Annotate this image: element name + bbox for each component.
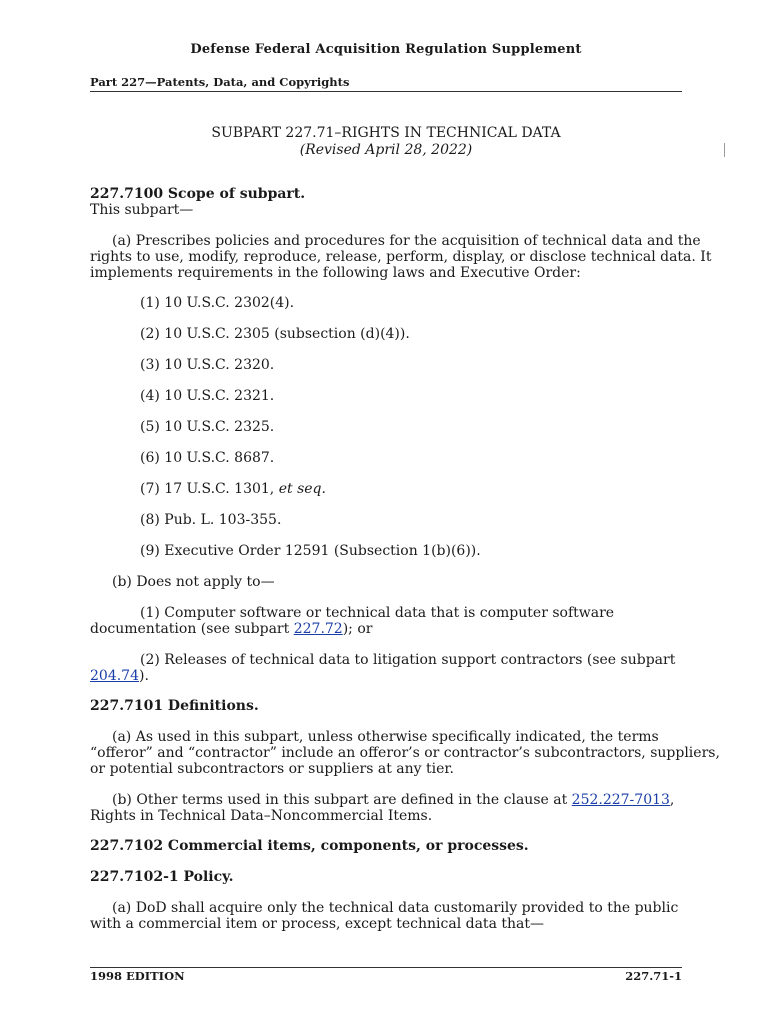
text-span: (b) Other terms used in this subpart are defined in the clause at — [112, 792, 572, 808]
list-item: (9) Executive Order 12591 (Subsection 1(b)(6)). — [140, 543, 481, 559]
section-heading-7102-1: 227.7102-1 Policy. — [90, 869, 234, 885]
section-intro: This subpart— — [90, 202, 194, 218]
text-span: ). — [139, 668, 149, 684]
section-heading-7100: 227.7100 Scope of subpart. — [90, 186, 306, 202]
change-bar — [724, 143, 725, 157]
subpart-revision-date: (Revised April 28, 2022) — [299, 142, 473, 158]
paragraph-a-line: with a commercial item or process, except technical data that— — [90, 916, 544, 932]
paragraph-b2-line — [90, 669, 149, 685]
text-span: documentation (see subpart — [90, 621, 294, 637]
header-divider — [90, 91, 682, 92]
list-item: (3) 10 U.S.C. 2320. — [140, 357, 275, 373]
link-subpart-204-74[interactable]: 204.74 — [90, 668, 139, 684]
list-item: (1) 10 U.S.C. 2302(4). — [140, 295, 295, 311]
section-heading-7102: 227.7102 Commercial items, components, or processes. — [90, 838, 529, 854]
paragraph-b1-line — [90, 622, 372, 638]
paragraph-a-line: “offeror” and “contractor” include an offeror’s or contractor’s subcontractors, suppliers, — [90, 745, 720, 761]
list-item — [140, 482, 326, 498]
paragraph-b1-line: (1) Computer software or technical data that is computer software — [140, 605, 615, 621]
list-item: (5) 10 U.S.C. 2325. — [140, 419, 275, 435]
link-subpart-227-72[interactable]: 227.72 — [293, 621, 343, 637]
paragraph-a-line: implements requirements in the following laws and Executive Order: — [90, 265, 581, 281]
section-heading-7101: 227.7101 Definitions. — [90, 698, 259, 714]
paragraph-a-line: (a) DoD shall acquire only the technical data customarily provided to the public — [112, 900, 679, 916]
running-header-title: Defense Federal Acquisition Regulation Supplement — [190, 42, 582, 57]
footer-edition: 1998 EDITION — [90, 969, 185, 983]
paragraph-a-line: rights to use, modify, reproduce, release, perform, display, or disclose technical data. It — [90, 249, 712, 265]
text-span: , — [669, 792, 675, 808]
paragraph-a-line: (a) Prescribes policies and procedures for the acquisition of technical data and the — [112, 233, 701, 249]
paragraph-b-line: Rights in Technical Data–Noncommercial Items. — [90, 808, 433, 824]
list-item: (2) 10 U.S.C. 2305 (subsection (d)(4)). — [140, 326, 410, 342]
text-span: ); or — [342, 621, 373, 637]
list-item: (4) 10 U.S.C. 2321. — [140, 388, 275, 404]
link-clause-252-227-7013[interactable]: 252.227-7013 — [571, 792, 670, 808]
running-header-part: Part 227—Patents, Data, and Copyrights — [90, 75, 350, 89]
document-page — [90, 0, 720, 1024]
list-item: (6) 10 U.S.C. 8687. — [140, 450, 275, 466]
italic-et-seq: et seq. — [278, 481, 326, 497]
list-item: (8) Pub. L. 103-355. — [140, 512, 282, 528]
paragraph-b-line — [112, 793, 674, 809]
footer-divider — [90, 967, 682, 968]
paragraph-a-line: or potential subcontractors or suppliers at any tier. — [90, 761, 455, 777]
paragraph-b2-line: (2) Releases of technical data to litigation support contractors (see subpart — [140, 652, 676, 668]
paragraph-a-line: (a) As used in this subpart, unless otherwise specifically indicated, the terms — [112, 729, 659, 745]
subpart-title: SUBPART 227.71–RIGHTS IN TECHNICAL DATA — [211, 125, 561, 141]
list-item-text: (7) 17 U.S.C. 1301, — [140, 481, 279, 497]
footer-page-number: 227.71-1 — [625, 969, 682, 983]
paragraph-b: (b) Does not apply to— — [112, 574, 275, 590]
